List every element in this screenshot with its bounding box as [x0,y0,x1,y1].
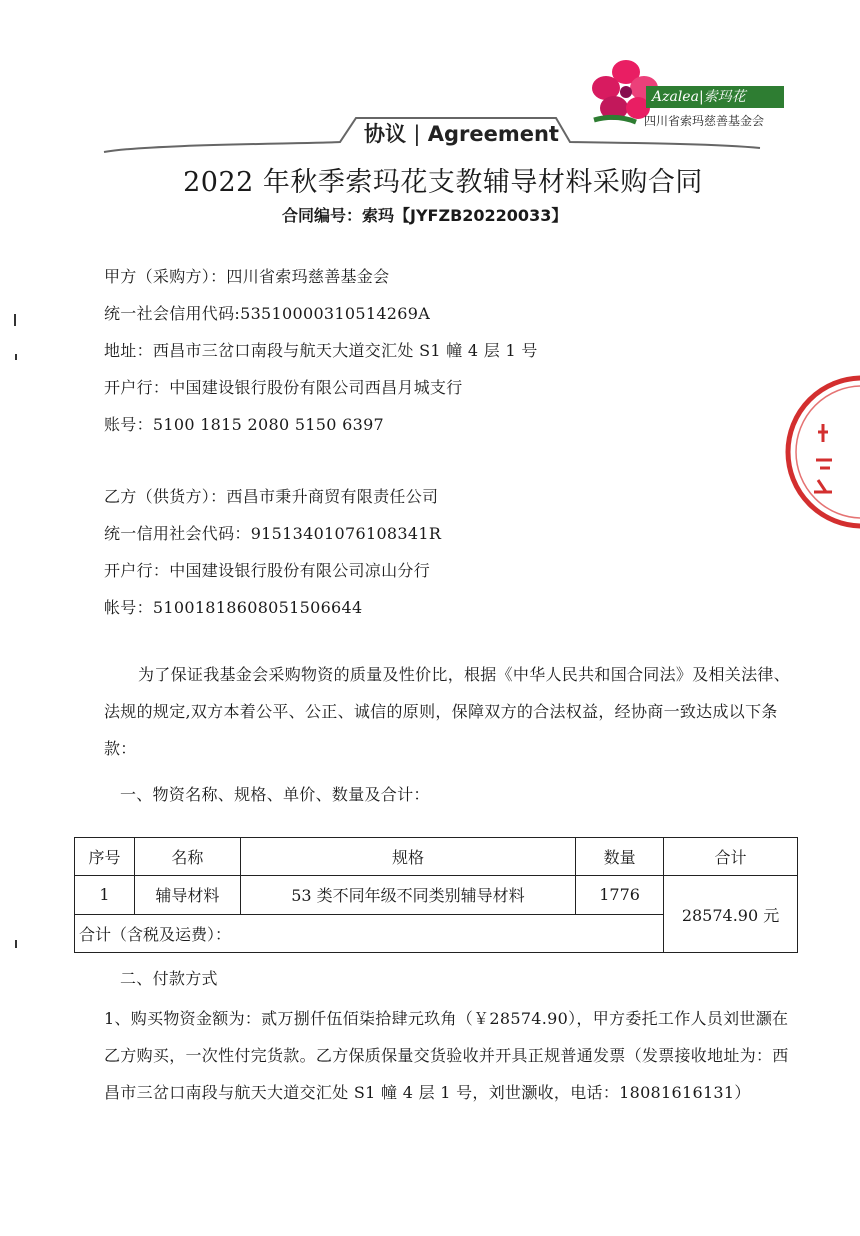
party-a-account: 账号：5100 1815 2080 5150 6397 [104,415,385,434]
cell-name: 辅导材料 [134,876,240,914]
binding-mark [15,940,17,948]
col-header-spec: 规格 [240,838,575,876]
section-2-heading: 二、付款方式 [120,969,218,988]
table-header-row [75,838,798,876]
table-row [75,876,798,914]
party-a-credit-code: 统一社会信用代码:53510000310514269A [104,304,431,323]
official-seal [766,372,860,532]
logo-brand: Azalea|索玛花 [646,86,784,108]
binding-mark [14,314,16,326]
header-label-cn: 协议 [364,122,406,146]
contract-title: 2022 年秋季索玛花支教辅导材料采购合同 [183,167,703,198]
party-b-credit-code: 统一信用社会代码：91513401076108341R [104,524,442,543]
col-header-name: 名称 [134,838,240,876]
col-header-total: 合计 [664,838,798,876]
col-header-no: 序号 [75,838,135,876]
party-b-account: 帐号：51001818608051506644 [104,598,363,617]
section-1-heading: 一、物资名称、规格、单价、数量及合计： [120,785,430,804]
header-label [364,118,559,148]
party-a-name: 甲方（采购方）：四川省索玛慈善基金会 [104,267,390,286]
party-a-bank: 开户行：中国建设银行股份有限公司西昌月城支行 [104,378,463,397]
cell-no: 1 [75,876,135,914]
col-header-qty: 数量 [576,838,664,876]
party-b-bank: 开户行：中国建设银行股份有限公司凉山分行 [104,561,431,580]
party-a-address: 地址：西昌市三岔口南段与航天大道交汇处 S1 幢 4 层 1 号 [104,341,538,360]
logo-org-name: 四川省索玛慈善基金会 [644,114,765,128]
cell-total: 28574.90 元 [664,876,798,953]
payment-paragraph: 1、购买物资金额为：贰万捌仟伍佰柒拾肆元玖角（￥28574.90），甲方委托工作人员刘世灏在乙方购买，一次性付完货款。乙方保质保量交货验收并开具正规普通发票（发票接收地址为：西昌市三岔口南段与航天大道交汇处 S1 幢 4 层 1 号，刘世灏收，电话：18081616131） [104,1009,789,1102]
total-label: 合计（含税及运费）： [75,914,664,952]
header-label-en: Agreement [427,122,559,146]
cell-spec: 53 类不同年级不同类别辅导材料 [240,876,575,914]
cell-qty: 1776 [576,876,664,914]
contract-number: 合同编号：索玛【JYFZB20220033】 [282,206,568,225]
header-label-separator: | [413,122,421,146]
party-b-name: 乙方（供货方）：西昌市秉升商贸有限责任公司 [104,487,439,506]
binding-mark [15,354,17,360]
goods-table [74,837,798,953]
intro-paragraph: 为了保证我基金会采购物资的质量及性价比，根据《中华人民共和国合同法》及相关法律、法规的规定,双方本着公平、公正、诚信的原则，保障双方的合法权益，经协商一致达成以下条款： [104,665,791,758]
